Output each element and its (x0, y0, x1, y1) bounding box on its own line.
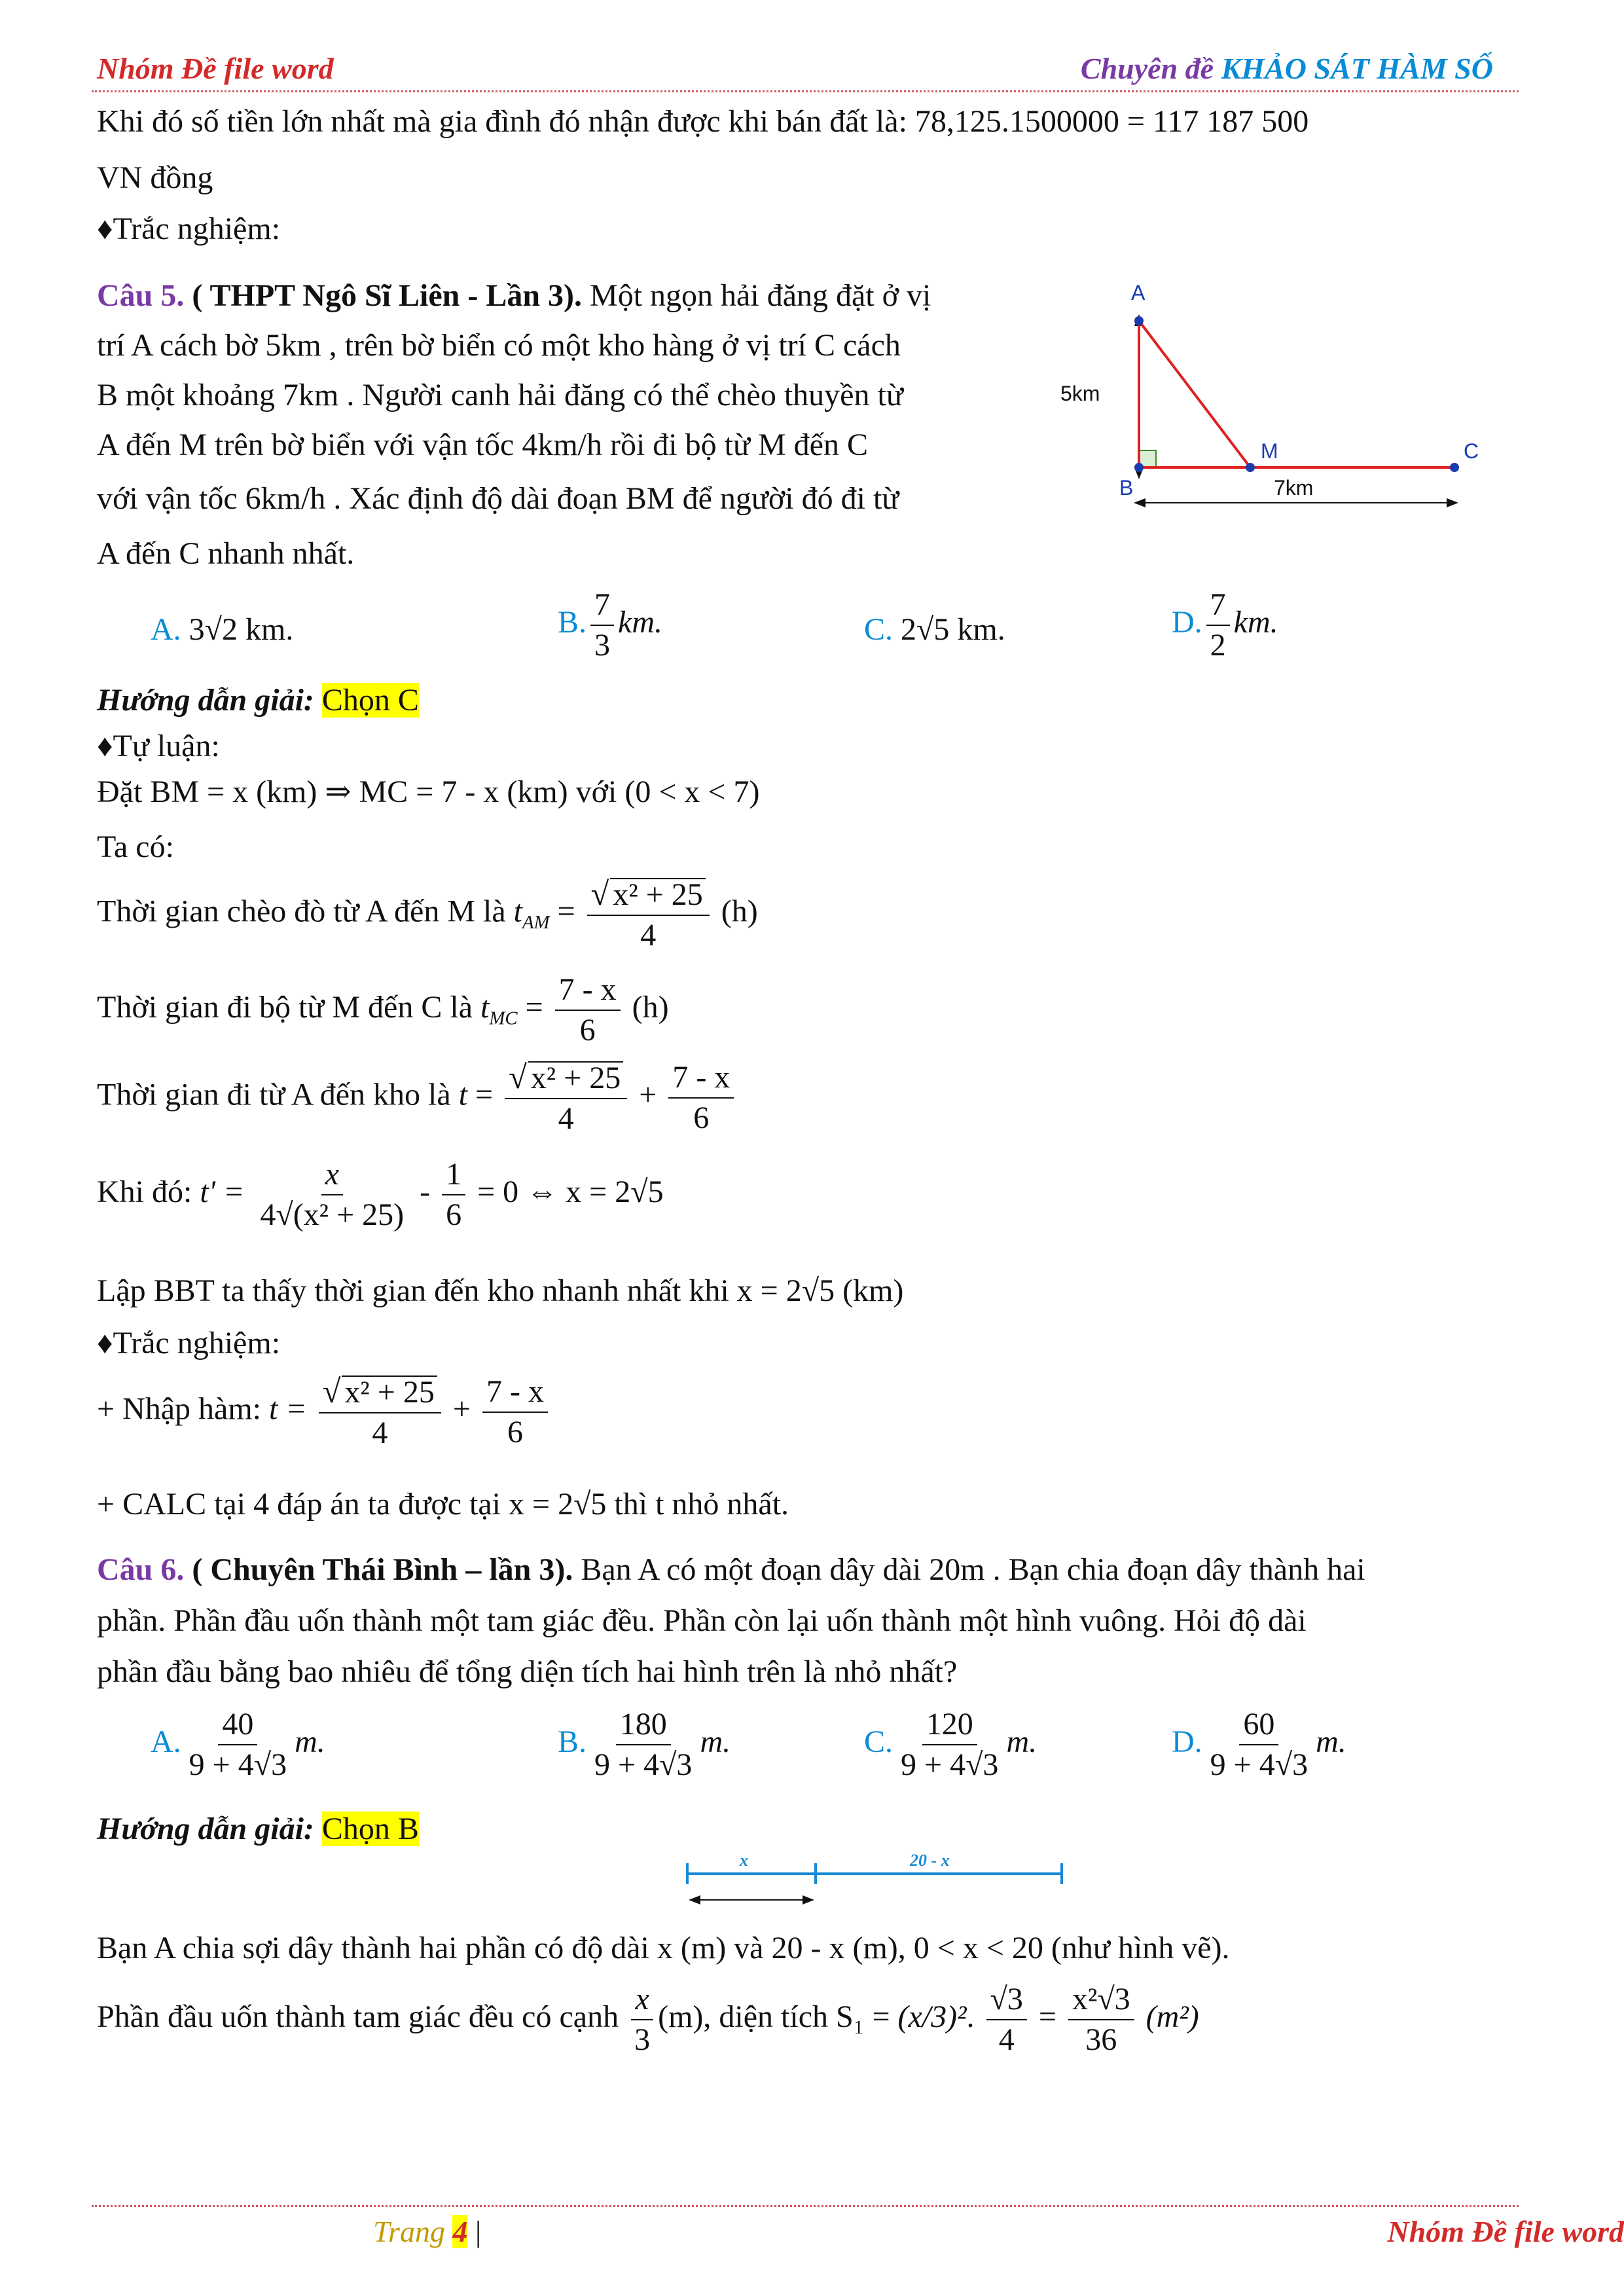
sol5-s5-text: Thời gian đi từ A đến kho là (97, 1077, 451, 1112)
q6-line-1 (97, 1549, 1365, 1591)
q6-option-a-den: 9 + 4√3 (189, 1747, 287, 1782)
q5-option-d-letter: D. (1172, 605, 1202, 640)
q5-point-b (1134, 463, 1144, 472)
sol5-step-3: Thời gian chèo đò từ A đến M là $t_{AM}$ = $\frac{\text{√ x² + 25}}{4}$ (h) (97, 875, 758, 953)
sol5-s3-den: 4 (640, 918, 657, 953)
q5-line-3: B một khoảng 7km . Người canh hải đăng có thể chèo thuyền từ (97, 378, 903, 412)
sol5-step-5: Thời gian đi từ A đến kho là t = $\frac{\text{√ x² + 25}}{4}$ + $\frac{7 - x}{6}$ (97, 1061, 738, 1135)
q5-lighthouse-figure (1047, 275, 1506, 524)
q6-option-d-unit: m. (1316, 1724, 1346, 1760)
q5-option-a-letter: A. (151, 612, 181, 647)
sol5-s4-text: Thời gian đi bộ từ M đến C là (97, 990, 473, 1025)
q5-option-d-den: 2 (1210, 628, 1226, 663)
sol5-answer: Chọn C (321, 683, 419, 718)
q6-option-a-num: 40 (218, 1709, 257, 1745)
sol6-answer: Chọn B (321, 1812, 419, 1846)
sol5-s3-unit: (h) (721, 894, 758, 929)
q5-option-b-unit: km. (618, 605, 662, 640)
sol5-s3-frac: $\frac{\text{√ x² + 25}}{4}$ (587, 877, 710, 951)
q5-text-1: Một ngọn hải đăng đặt ở vị (582, 278, 931, 313)
sol6-s2-num: x (631, 1984, 653, 2020)
sol6-s2-mid: (m), diện tích S₁ = (658, 1999, 890, 2035)
intro-tn-label: ♦Trắc nghiệm: (97, 211, 281, 246)
q6-option-d-letter: D. (1172, 1724, 1202, 1760)
sol6-s2-frac-2 (1068, 1984, 1134, 2056)
q5-option-a (151, 609, 293, 651)
sol5-tn-label: ♦Trắc nghiệm: (97, 1326, 281, 1360)
q5-point-c (1450, 463, 1459, 472)
q5-point-a (1134, 316, 1144, 325)
q6-option-d (1172, 1709, 1346, 1781)
sol6-s2-f2-num: x²√3 (1068, 1984, 1134, 2020)
sol5-step-7: Lập BBT ta thấy thời gian đến kho nhanh nhất khi x = 2√5 (km) (97, 1273, 904, 1308)
sol5-s6-den-2: 6 (446, 1197, 462, 1232)
q6-option-c-letter: C. (864, 1724, 893, 1760)
q5-option-d-unit: km. (1233, 605, 1278, 640)
sol5-s8-den-1: 4 (372, 1415, 388, 1450)
q6-source: ( Chuyên Thái Bình – lần 3). (184, 1552, 573, 1587)
sol5-step-1: Đặt BM = x (km) ⇒ MC = 7 - x (km) với (0 < x < 7) (97, 774, 760, 809)
sol5-s3-sub: AM (522, 912, 550, 934)
q6-option-d-num: 60 (1239, 1709, 1278, 1745)
sol5-s6-den-1: 4√(x² + 25) (260, 1197, 405, 1232)
sol5-s5-den-1: 4 (558, 1101, 574, 1136)
intro-line-2: VN đồng (97, 160, 213, 195)
sol6-label: Hướng dẫn giải: (97, 1812, 314, 1846)
sol6-heading (97, 1808, 419, 1850)
q6-text-1: Bạn A có một đoạn dây dài 20m . Bạn chia đoạn dây thành hai (573, 1552, 1365, 1587)
sol5-s5-num-2: 7 - x (668, 1062, 734, 1099)
q6-option-c (864, 1709, 1037, 1781)
sol6-label-rest: 20 - x (910, 1851, 950, 1870)
q5-option-a-value: 3√2 km. (189, 612, 294, 647)
q5-option-b-frac (590, 589, 614, 661)
sol6-s2-f2-den: 36 (1085, 2022, 1117, 2057)
sol5-s3-num: x² + 25 (610, 878, 705, 911)
q5-line-5: với vận tốc 6km/h . Xác định độ dài đoạn BM để người đó đi từ (97, 481, 899, 516)
q6-option-b-frac (590, 1709, 696, 1781)
sol5-s6-text: Khi đó: (97, 1175, 192, 1210)
sol5-heading (97, 680, 419, 721)
sol6-s2-unit: (m²) (1146, 1999, 1199, 2035)
q5-label-height: 5km (1060, 382, 1100, 405)
q6-option-a-unit: m. (295, 1724, 325, 1760)
sol5-s8-den-2: 6 (507, 1414, 523, 1449)
sol5-s3-text: Thời gian chèo đò từ A đến M là (97, 894, 506, 929)
q5-option-c-value: 2√5 km. (901, 612, 1005, 647)
sol6-s2-text: Phần đầu uốn thành tam giác đều có cạnh (97, 1999, 619, 2035)
sol5-s4-sub: MC (489, 1008, 518, 1029)
q6-option-c-frac (897, 1709, 1002, 1781)
q5-label-m: M (1261, 439, 1278, 463)
sol6-label-x: x (740, 1851, 748, 1870)
q5-label-a: A (1131, 281, 1146, 304)
sol6-s2-paren: (x/3)² (897, 1999, 967, 2035)
sol5-s3-var: t (513, 894, 522, 929)
q5-option-c (864, 609, 1005, 651)
footer-page-number: 4 (452, 2215, 468, 2248)
sol5-s8-num-1: x² + 25 (342, 1376, 437, 1408)
q5-label-width: 7km (1274, 476, 1314, 500)
sol5-s4-var: t (480, 990, 490, 1025)
q6-option-d-den: 9 + 4√3 (1210, 1747, 1308, 1782)
sol5-s8-text: + Nhập hàm: (97, 1391, 262, 1427)
q6-option-a (151, 1709, 325, 1781)
sol6-s2-den: 3 (634, 2022, 651, 2057)
sol5-s5-num-1: x² + 25 (528, 1061, 623, 1094)
q5-option-b-num: 7 (590, 589, 614, 626)
sol5-step-9: + CALC tại 4 đáp án ta được tại x = 2√5 thì t nhỏ nhất. (97, 1487, 789, 1522)
sol5-step-2: Ta có: (97, 829, 174, 864)
q5-line-4: A đến M trên bờ biển với vận tốc 4km/h rồi đi bộ từ M đến C (97, 428, 868, 462)
q5-option-c-letter: C. (864, 612, 893, 647)
q5-source: ( THPT Ngô Sĩ Liên - Lần 3). (184, 278, 583, 313)
sol5-s8-num-2: 7 - x (482, 1376, 548, 1413)
q5-option-d (1172, 589, 1278, 661)
q6-option-a-letter: A. (151, 1724, 181, 1760)
q6-option-b-den: 9 + 4√3 (594, 1747, 693, 1782)
sol5-s5-frac-2 (668, 1059, 734, 1135)
q5-option-b-letter: B. (558, 605, 587, 640)
q5-line-6: A đến C nhanh nhất. (97, 536, 355, 571)
q5-line-1 (97, 275, 931, 317)
sol5-s5-var: t (458, 1077, 468, 1112)
sol6-x-arrow-right (803, 1895, 814, 1904)
sol6-s2-f1-den: 4 (998, 2022, 1015, 2057)
q6-option-c-num: 120 (922, 1709, 977, 1745)
q5-option-d-num: 7 (1206, 589, 1230, 626)
q6-option-c-unit: m. (1006, 1724, 1038, 1760)
sol5-s8-var: t = (269, 1391, 307, 1427)
q6-label: Câu 6. (97, 1552, 185, 1587)
q5-label-b: B (1119, 476, 1134, 500)
footer-divider (92, 2205, 1519, 2207)
q5-width-arrow-right (1447, 498, 1458, 507)
sol5-s8-frac-1: $\frac{\text{√ x² + 25}}{4}$ (319, 1375, 441, 1449)
sol5-s6-frac-1 (256, 1159, 408, 1231)
sol6-s2-frac-1 (986, 1984, 1027, 2056)
sol5-s8-frac-2 (482, 1376, 548, 1448)
header-topic-prefix: Chuyên đề (1080, 52, 1221, 85)
q6-option-b-unit: m. (700, 1724, 731, 1760)
sol5-s6-var: t' = (200, 1175, 245, 1210)
header-topic (1081, 51, 1493, 86)
sol5-step-6: Khi đó: t' = $\frac{x}{\text{4√(x² + 25)}}$ - $\frac{1}{6}$ = 0 ⇔ x = 2√5 (97, 1157, 664, 1232)
sol6-x-arrow-left (689, 1895, 700, 1904)
q5-option-b (558, 589, 662, 661)
q6-option-b-letter: B. (558, 1724, 587, 1760)
sol6-s2-frac-side (630, 1984, 654, 2056)
sol5-s4-unit: (h) (632, 990, 669, 1025)
q5-label-c: C (1464, 439, 1479, 463)
sol5-s5-den-2: 6 (693, 1100, 710, 1135)
sol5-tl-label: ♦Tự luận: (97, 729, 220, 763)
footer-separator: | (467, 2215, 482, 2248)
q6-option-b (558, 1709, 731, 1781)
footer-group-name: Nhóm Đề file word (1387, 2215, 1624, 2248)
sol5-s5-frac-1: $\frac{\text{√ x² + 25}}{4}$ (505, 1061, 627, 1135)
sol5-s4-num: 7 - x (555, 974, 621, 1011)
sol5-step-8: + Nhập hàm: t = $\frac{\text{√ x² + 25}}{4}$ + $\frac{7 - x}{6}$ (97, 1375, 552, 1449)
sol6-wire-figure (681, 1848, 1074, 1920)
sol5-s6-tail: = 0 ⇔ x = 2√5 (477, 1175, 664, 1210)
q6-option-c-den: 9 + 4√3 (901, 1747, 999, 1782)
q5-option-b-den: 3 (594, 628, 611, 663)
sol5-s6-num-2: 1 (442, 1159, 465, 1195)
sol6-step-2: Phần đầu uốn thành tam giác đều có cạnh $\frac{x}{3}$ (m), diện tích S₁ = (x/3)². $\frac{√3}{4}$ = $\frac{\text{x²√3}}{36}$ (m²) (97, 1982, 1199, 2057)
q5-point-m (1246, 463, 1255, 472)
q5-segment-am (1139, 321, 1250, 467)
q5-option-d-frac (1206, 589, 1230, 661)
intro-line-1: Khi đó số tiền lớn nhất mà gia đình đó nhận được khi bán đất là: 78,125.1500000 = 117 187 500 (97, 104, 1309, 139)
sol5-s4-frac (555, 974, 621, 1046)
sol5-label: Hướng dẫn giải: (97, 683, 314, 718)
q6-option-a-frac (185, 1709, 291, 1781)
q6-option-b-num: 180 (616, 1709, 671, 1745)
sol6-s2-f1-num: √3 (986, 1984, 1027, 2020)
sol5-step-4: Thời gian đi bộ từ M đến C là $t_{MC}$ = $\frac{7 - x}{6}$ (h) (97, 972, 669, 1048)
sol6-step-1: Bạn A chia sợi dây thành hai phần có độ dài x (m) và 20 - x (m), 0 < x < 20 (như hình vẽ). (97, 1931, 1230, 1965)
q5-width-arrow-left (1134, 498, 1146, 507)
header-group-name: Nhóm Đề file word (97, 52, 334, 85)
q5-line-2: trí A cách bờ 5km , trên bờ biển có một kho hàng ở vị trí C cách (97, 328, 901, 363)
sol5-s4-den: 6 (579, 1013, 596, 1048)
header-divider (92, 90, 1519, 92)
sol5-s6-frac-2 (442, 1159, 465, 1231)
q5-label: Câu 5. (97, 278, 185, 313)
header-topic-title: KHẢO SÁT HÀM SỐ (1221, 52, 1493, 85)
q6-line-2: phần. Phần đầu uốn thành một tam giác đều. Phần còn lại uốn thành một hình vuông. Hỏi độ dài (97, 1603, 1307, 1638)
footer-page-prefix: Trang (373, 2215, 453, 2248)
sol5-s6-num-1: x (321, 1159, 343, 1195)
q6-option-d-frac (1206, 1709, 1312, 1781)
q6-line-3: phần đầu bằng bao nhiêu để tổng diện tích hai hình trên là nhỏ nhất? (97, 1654, 958, 1689)
footer-page (373, 2214, 481, 2249)
